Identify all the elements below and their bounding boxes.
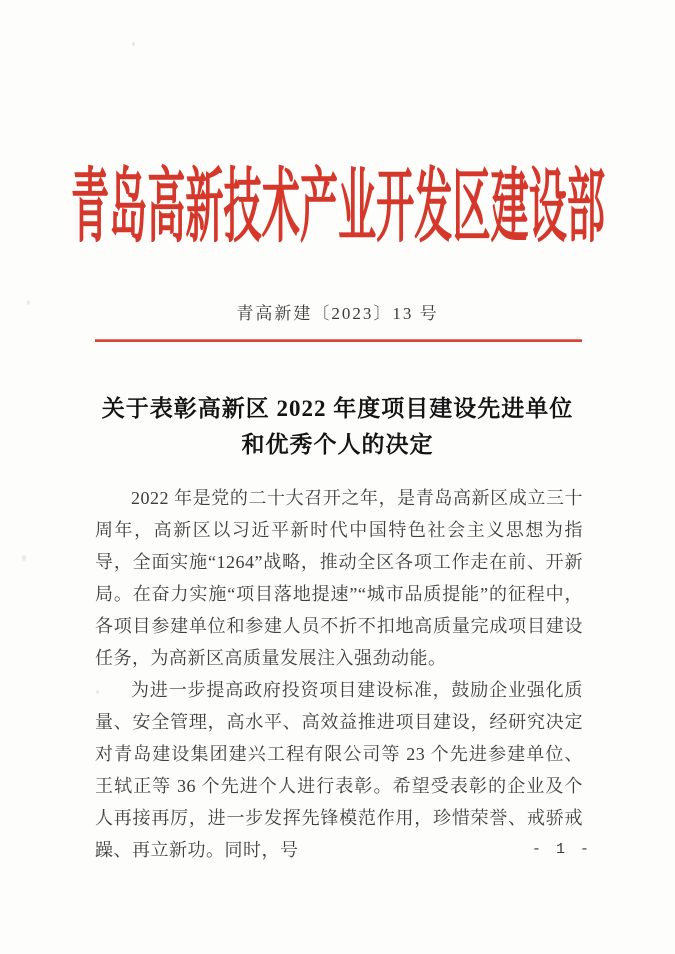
issuing-authority-title: 青岛高新技术产业开发区建设部 bbox=[70, 163, 605, 253]
document-body bbox=[95, 482, 583, 866]
body-paragraph-1: 2022 年是党的二十大召开之年，是青岛高新区成立三十周年，高新区以习近平新时代中国特色社会主义思想为指导，全面实施“1264”战略，推动全区各项工作走在前、开新局。在奋力实施“项目落地提速”“城市品质提能”的征程中，各项目参建单位和参建人员不折不扣地高质量完成项目建设任务，为高新区高质量发展注入强劲动能。 bbox=[95, 488, 583, 668]
page-number: - 1 - bbox=[532, 841, 593, 858]
scan-artifact-speck bbox=[22, 555, 26, 561]
document-number: 青高新建〔2023〕13 号 bbox=[236, 304, 439, 323]
document-title bbox=[0, 391, 675, 463]
red-header-band bbox=[0, 148, 675, 252]
scan-artifact-speck bbox=[27, 300, 30, 305]
document-title-line-2: 和优秀个人的决定 bbox=[241, 432, 434, 457]
document-title-line-1: 关于表彰高新区 2022 年度项目建设先进单位 bbox=[101, 396, 574, 421]
red-divider-rule bbox=[95, 339, 582, 342]
scan-artifact-speck bbox=[96, 690, 99, 694]
body-paragraph-2: 为进一步提高政府投资项目建设标准，鼓励企业强化质量、安全管理，高水平、高效益推进项目建设，经研究决定对青岛建设集团建兴工程有限公司等 23 个先进参建单位、王轼正等 36 个先进个人进行表彰。希望受表彰的企业及个人再接再厉，进一步发挥先锋模范作用，珍惜荣誉、戒骄戒躁、再立新功。同时，号 bbox=[95, 680, 583, 860]
scan-artifact-speck bbox=[132, 42, 135, 46]
